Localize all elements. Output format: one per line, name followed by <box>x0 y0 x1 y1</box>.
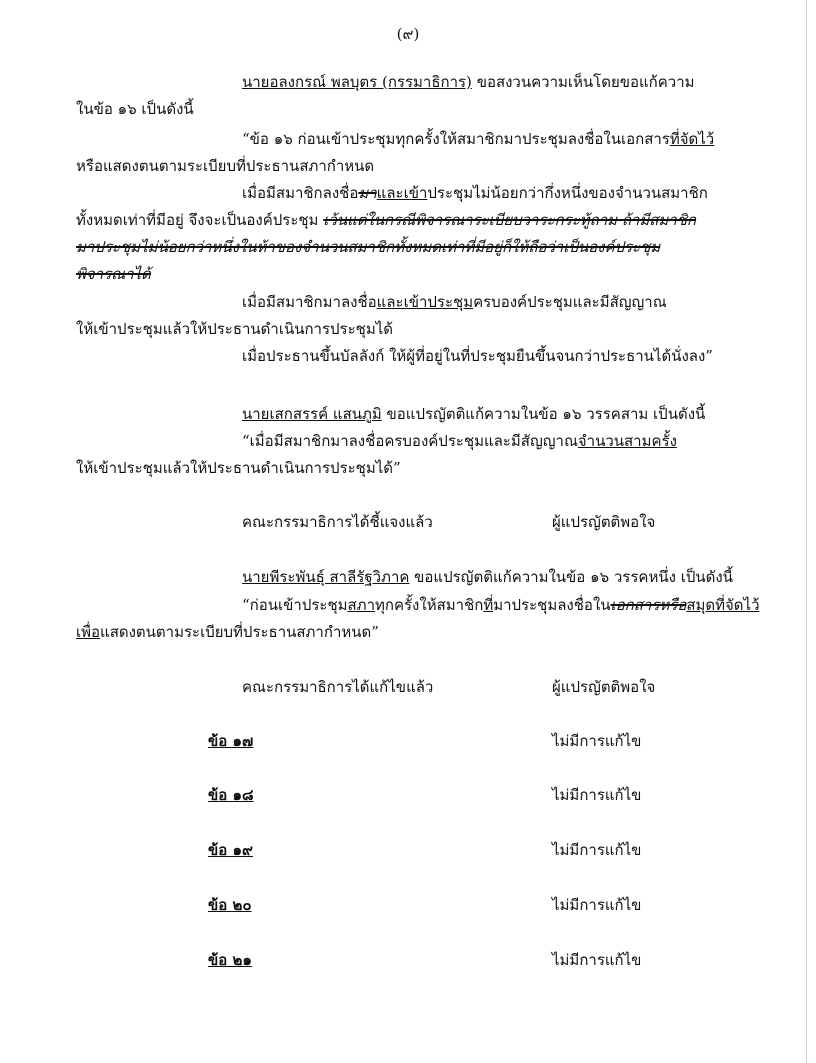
quote-line <box>242 183 708 203</box>
speaker-name: นายพีระพันธุ์ สาลีรัฐวิภาค <box>242 568 410 586</box>
clause-label <box>208 840 253 860</box>
quote-line: หรือแสดงตนตามระเบียบที่ประธานสภากำหนด <box>76 157 375 175</box>
quote-line <box>242 431 677 451</box>
clause-number: ข้อ ๑๙ <box>208 841 253 859</box>
underlined-text: ที่ <box>483 596 494 614</box>
clause-label <box>208 895 252 915</box>
struck-text: มาประชุมไม่น้อยกว่าหนึ่งในห้าของจำนวนสมาชิกทั้งหมดเท่าที่มีอยู่ก็ให้ถือว่าเป็นองค์ประชุม <box>76 238 661 256</box>
underlined-text: ที่จัดไว้ <box>669 130 715 148</box>
underlined-text: และเข้า <box>376 184 428 202</box>
quote-line: ให้เข้าประชุมแล้วให้ประธานดำเนินการประชุมได้ <box>76 320 394 338</box>
struck-text: พิจารณาได้ <box>76 265 151 283</box>
quote-line: ให้เข้าประชุมแล้วให้ประธานดำเนินการประชุมได้” <box>76 459 401 477</box>
quote-line: เมื่อประธานขึ้นบัลลังก์ ให้ผู้ที่อยู่ในที่ประชุมยืนขึ้นจนกว่าประธานได้นั่งลง” <box>242 347 713 365</box>
quote-text: “ก่อนเข้าประชุม <box>242 596 348 614</box>
quote-line <box>76 622 379 642</box>
quote-text: ทุกครั้งให้สมาชิก <box>375 596 484 614</box>
quote-line <box>76 264 151 284</box>
clause-number: ข้อ ๒๐ <box>208 896 252 914</box>
quote-text: แสดงตนตามระเบียบที่ประธานสภากำหนด” <box>100 623 379 641</box>
quote-line <box>76 210 696 230</box>
committee-result: คณะกรรมาธิการได้ชี้แจงแล้ว <box>242 513 433 531</box>
clause-status: ไม่มีการแก้ไข <box>552 841 642 859</box>
quote-line <box>242 129 714 149</box>
clause-number: ข้อ ๑๘ <box>208 786 254 804</box>
amendment-text: ขอแปรญัตติแก้ความในข้อ ๑๖ วรรคหนึ่ง เป็นดังนี้ <box>409 568 733 586</box>
quote-line <box>242 595 760 615</box>
page-edge-line <box>806 0 807 1063</box>
quote-text: “เมื่อมีสมาชิกมาลงชื่อครบองค์ประชุมและมีสัญญาณ <box>242 432 578 450</box>
underlined-text: สมุดที่จัดไว้ <box>686 596 760 614</box>
struck-text: เว้นแต่ในกรณีพิจารณาระเบียบวาระกระทู้ถาม ถ้ามีสมาชิก <box>323 211 696 229</box>
clause-status: ไม่มีการแก้ไข <box>552 786 642 804</box>
clause-status: ไม่มีการแก้ไข <box>552 732 642 750</box>
amendment-intro-1 <box>242 72 695 92</box>
clause-label <box>208 950 252 970</box>
underlined-text: และเข้าประชุม <box>376 293 474 311</box>
proposer-result: ผู้แปรญัตติพอใจ <box>552 513 656 531</box>
amendment-text: ขอแปรญัตติแก้ความในข้อ ๑๖ วรรคสาม เป็นดังนี้ <box>381 405 706 423</box>
quote-text: ทั้งหมดเท่าที่มีอยู่ จึงจะเป็นองค์ประชุม <box>76 211 324 229</box>
quote-line <box>242 292 667 312</box>
proposer-result: ผู้แปรญัตติพอใจ <box>552 678 656 696</box>
quote-text: ครบองค์ประชุมและมีสัญญาณ <box>473 293 667 311</box>
clause-number: ข้อ ๒๑ <box>208 951 252 969</box>
quote-text: เมื่อมีสมาชิกมาลงชื่อ <box>242 293 377 311</box>
amendment-text: ขอสงวนความเห็นโดยขอแก้ความ <box>471 73 695 91</box>
struck-text: เอกสารหรือ <box>610 596 687 614</box>
quote-text: เมื่อมีสมาชิกลงชื่อ <box>242 184 359 202</box>
amendment-intro-3 <box>242 567 733 587</box>
clause-label <box>208 785 254 805</box>
amendment-intro-2 <box>242 404 705 424</box>
underlined-text: จำนวนสามครั้ง <box>577 432 677 450</box>
speaker-name: นายเสกสรรค์ แสนภูมิ <box>242 405 382 423</box>
committee-result: คณะกรรมาธิการได้แก้ไขแล้ว <box>242 678 434 696</box>
amendment-line: ในข้อ ๑๖ เป็นดังนี้ <box>76 100 194 118</box>
underlined-text: เพื่อ <box>76 623 101 641</box>
clause-label <box>208 731 253 751</box>
underlined-text: สภา <box>347 596 375 614</box>
page-number: (๙) <box>396 25 420 43</box>
quote-text: “ข้อ ๑๖ ก่อนเข้าประชุมทุกครั้งให้สมาชิกมาประชุมลงชื่อในเอกสาร <box>242 130 670 148</box>
quote-line <box>76 237 660 257</box>
clause-status: ไม่มีการแก้ไข <box>552 896 642 914</box>
clause-status: ไม่มีการแก้ไข <box>552 951 642 969</box>
struck-text: มา <box>358 184 377 202</box>
quote-text: มาประชุมลงชื่อใน <box>493 596 611 614</box>
clause-number: ข้อ ๑๗ <box>208 732 254 750</box>
quote-text: ประชุมไม่น้อยกว่ากึ่งหนึ่งของจำนวนสมาชิก <box>427 184 708 202</box>
speaker-name: นายอลงกรณ์ พลบุตร (กรรมาธิการ) <box>242 73 472 91</box>
